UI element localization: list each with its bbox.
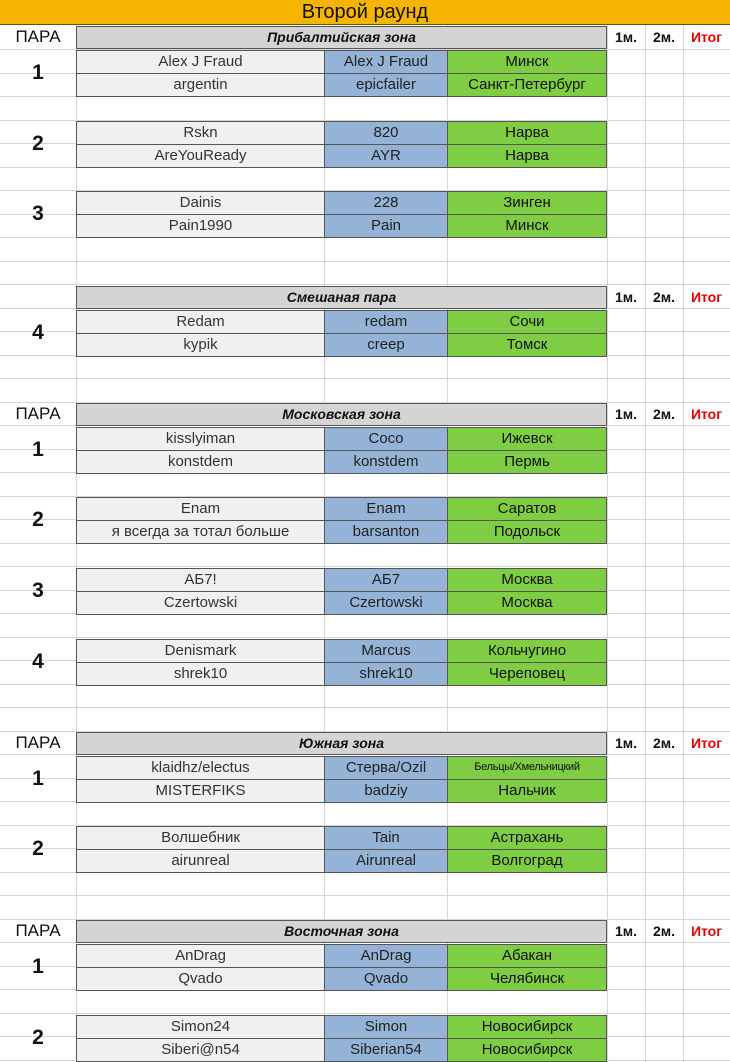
score-header-match2: 2м.: [652, 289, 676, 305]
pair-column-header: ПАРА: [15, 27, 61, 46]
player-city: Нальчик: [447, 779, 607, 803]
player-city: Подольск: [447, 520, 607, 544]
score-header-match1: 1м.: [614, 29, 638, 45]
player-name: Denismark: [76, 639, 325, 663]
player-city: Новосибирск: [447, 1015, 607, 1039]
pair-number: 4: [32, 650, 44, 673]
player-nick: Enam: [324, 497, 448, 521]
pair-column-header: ПАРА: [15, 921, 61, 940]
player-name: Enam: [76, 497, 325, 521]
grid-row-line: [0, 566, 730, 567]
player-name: shrek10: [76, 662, 325, 686]
player-city: Зинген: [447, 191, 607, 215]
player-city: Череповец: [447, 662, 607, 686]
player-name: АБ7!: [76, 568, 325, 592]
pair-number: 2: [32, 1026, 44, 1049]
player-nick: Siberian54: [324, 1038, 448, 1062]
player-city: Москва: [447, 591, 607, 615]
score-header-match2: 2м.: [652, 29, 676, 45]
grid-row-line: [0, 1013, 730, 1014]
player-nick: Стерва/Ozil: [324, 756, 448, 780]
player-city: Минск: [447, 50, 607, 74]
score-header-match1: 1м.: [614, 289, 638, 305]
player-name: Волшебник: [76, 826, 325, 850]
player-name: Czertowski: [76, 591, 325, 615]
player-name: AreYouReady: [76, 144, 325, 168]
score-header-total: Итог: [690, 406, 723, 422]
grid-row-line: [0, 707, 730, 708]
player-name: kypik: [76, 333, 325, 357]
player-nick: barsanton: [324, 520, 448, 544]
player-name: Redam: [76, 310, 325, 334]
score-header-total: Итог: [690, 735, 723, 751]
grid-row-line: [0, 637, 730, 638]
player-name: Simon24: [76, 1015, 325, 1039]
player-nick: shrek10: [324, 662, 448, 686]
player-city: Саратов: [447, 497, 607, 521]
player-city: Санкт-Петербург: [447, 73, 607, 97]
player-nick: Coco: [324, 427, 448, 451]
player-nick: АБ7: [324, 568, 448, 592]
player-city: Минск: [447, 214, 607, 238]
player-city: Томск: [447, 333, 607, 357]
player-city: Нарва: [447, 144, 607, 168]
pair-column-header: ПАРА: [15, 404, 61, 423]
score-header-match1: 1м.: [614, 923, 638, 939]
player-name: Qvado: [76, 967, 325, 991]
zone-header: Смешаная пара: [76, 286, 607, 309]
player-city: Челябинск: [447, 967, 607, 991]
pair-number: 3: [32, 202, 44, 225]
score-header-total: Итог: [690, 923, 723, 939]
player-name: Alex J Fraud: [76, 50, 325, 74]
grid-row-line: [0, 895, 730, 896]
zone-header: Московская зона: [76, 403, 607, 426]
pair-number: 3: [32, 579, 44, 602]
player-nick: Alex J Fraud: [324, 50, 448, 74]
sheet-title: Второй раунд: [0, 0, 730, 25]
player-city: Астрахань: [447, 826, 607, 850]
player-name: konstdem: [76, 450, 325, 474]
pair-number: 2: [32, 508, 44, 531]
grid-row-line: [0, 378, 730, 379]
score-header-total: Итог: [690, 289, 723, 305]
player-name: argentin: [76, 73, 325, 97]
player-nick: 228: [324, 191, 448, 215]
player-nick: Marcus: [324, 639, 448, 663]
player-nick: Pain: [324, 214, 448, 238]
player-name: airunreal: [76, 849, 325, 873]
score-header-match2: 2м.: [652, 406, 676, 422]
player-nick: redam: [324, 310, 448, 334]
pair-number: 1: [32, 767, 44, 790]
player-name: Dainis: [76, 191, 325, 215]
player-city: Абакан: [447, 944, 607, 968]
player-nick: konstdem: [324, 450, 448, 474]
player-name: MISTERFIKS: [76, 779, 325, 803]
pair-number: 1: [32, 438, 44, 461]
pair-number: 1: [32, 61, 44, 84]
player-nick: epicfailer: [324, 73, 448, 97]
pair-number: 2: [32, 837, 44, 860]
player-nick: Czertowski: [324, 591, 448, 615]
player-city: Волгоград: [447, 849, 607, 873]
score-header-total: Итог: [690, 29, 723, 45]
grid-row-line: [0, 284, 730, 285]
player-nick: Tain: [324, 826, 448, 850]
player-name: kisslyiman: [76, 427, 325, 451]
score-header-match2: 2м.: [652, 735, 676, 751]
zone-header: Прибалтийская зона: [76, 26, 607, 49]
player-city: Сочи: [447, 310, 607, 334]
player-nick: Qvado: [324, 967, 448, 991]
player-nick: 820: [324, 121, 448, 145]
player-nick: Simon: [324, 1015, 448, 1039]
player-city: Новосибирск: [447, 1038, 607, 1062]
player-city: Нарва: [447, 121, 607, 145]
player-name: AnDrag: [76, 944, 325, 968]
player-name: Pain1990: [76, 214, 325, 238]
player-nick: Airunreal: [324, 849, 448, 873]
pair-column-header: ПАРА: [15, 733, 61, 752]
player-name: Siberi@n54: [76, 1038, 325, 1062]
score-header-match2: 2м.: [652, 923, 676, 939]
player-city: Кольчугино: [447, 639, 607, 663]
player-nick: badziy: [324, 779, 448, 803]
pair-number: 2: [32, 132, 44, 155]
player-city: Пермь: [447, 450, 607, 474]
zone-header: Восточная зона: [76, 920, 607, 943]
player-name: я всегда за тотал больше: [76, 520, 325, 544]
score-header-match1: 1м.: [614, 735, 638, 751]
player-city: Ижевск: [447, 427, 607, 451]
player-nick: AnDrag: [324, 944, 448, 968]
score-header-match1: 1м.: [614, 406, 638, 422]
player-city: Бельцы/Хмельницкий: [447, 756, 607, 780]
zone-header: Южная зона: [76, 732, 607, 755]
pair-number: 1: [32, 955, 44, 978]
player-city: Москва: [447, 568, 607, 592]
grid-row-line: [0, 261, 730, 262]
player-nick: AYR: [324, 144, 448, 168]
player-name: klaidhz/electus: [76, 756, 325, 780]
player-nick: creep: [324, 333, 448, 357]
pair-number: 4: [32, 321, 44, 344]
player-name: Rskn: [76, 121, 325, 145]
